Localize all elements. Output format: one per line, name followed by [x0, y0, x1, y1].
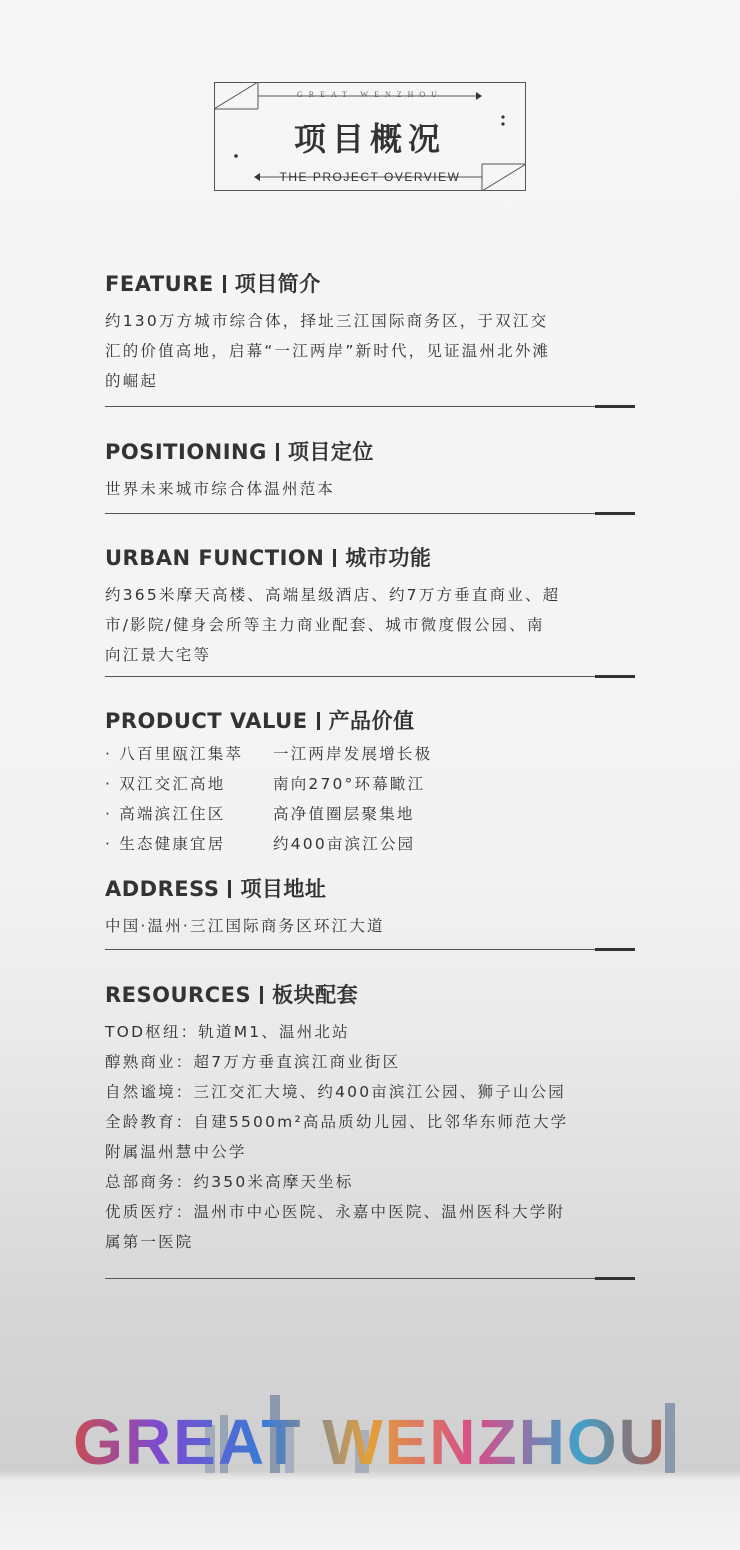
- body-line: 市/影院/健身会所等主力商业配套、城市微度假公园、南: [105, 616, 545, 634]
- body-line: 约130万方城市综合体，择址三江国际商务区，于双江交: [105, 312, 549, 330]
- section-divider: [105, 676, 635, 677]
- section-body: [105, 580, 635, 670]
- section-title: [105, 268, 635, 298]
- item-label: · 八百里瓯江集萃: [105, 745, 244, 763]
- body-line: 附属温州慧中公学: [105, 1143, 247, 1161]
- body-line: 汇的价值高地，启幕“一江两岸”新时代，见证温州北外滩: [105, 342, 551, 360]
- item-value: 一江两岸发展增长极: [273, 745, 433, 763]
- section-divider: [105, 513, 635, 514]
- section-resources: [105, 979, 635, 1257]
- item-label: · 双江交汇高地: [105, 775, 226, 793]
- item-value: 约400亩滨江公园: [273, 835, 416, 853]
- section-body: [105, 739, 635, 859]
- section-body: [105, 1017, 635, 1257]
- section-positioning: [105, 436, 635, 504]
- body-line: 的崛起: [105, 372, 159, 390]
- title-divider: [333, 549, 336, 567]
- section-body: [105, 911, 635, 941]
- body-line: TOD枢纽：轨道M1、温州北站: [105, 1023, 350, 1041]
- section-body: [105, 306, 635, 396]
- title-divider: [276, 443, 279, 461]
- body-line: 向江景大宅等: [105, 646, 212, 664]
- section-title-cn: 板块配套: [272, 983, 359, 1007]
- section-title-cn: 产品价值: [328, 709, 415, 733]
- section-title: [105, 873, 635, 903]
- title-divider: [260, 986, 263, 1004]
- body-line: 醇熟商业：超7万方垂直滨江商业街区: [105, 1053, 401, 1071]
- section-title-cn: 项目简介: [234, 272, 321, 296]
- section-title-en: PRODUCT VALUE: [105, 709, 308, 733]
- body-line: 约365米摩天高楼、高端星级酒店、约7万方垂直商业、超: [105, 586, 561, 604]
- section-title: [105, 436, 635, 466]
- item-label: · 生态健康宜居: [105, 835, 226, 853]
- list-item: [105, 739, 635, 769]
- header-box: [214, 82, 526, 191]
- title-divider: [317, 712, 320, 730]
- body-line: 全龄教育：自建5500m²高品质幼儿园、比邻华东师范大学: [105, 1113, 569, 1131]
- page-title: 项目概况: [293, 120, 446, 158]
- section-body: [105, 474, 635, 504]
- item-value: 高净值圈层聚集地: [273, 805, 415, 823]
- section-title: [105, 705, 635, 735]
- section-title-cn: 项目地址: [240, 877, 327, 901]
- footer-wordmark: GREAT WENZHOU: [55, 1405, 685, 1479]
- section-divider: [105, 949, 635, 950]
- list-item: [105, 769, 635, 799]
- section-address: [105, 873, 635, 941]
- title-divider: [228, 880, 231, 898]
- body-line: 自然谧境：三江交汇大境、约400亩滨江公园、狮子山公园: [105, 1083, 566, 1101]
- title-divider: [223, 275, 226, 293]
- body-line: 世界未来城市综合体温州范本: [105, 480, 336, 498]
- header-brand-text: GREAT WENZHOU: [297, 90, 443, 99]
- section-title-cn: 项目定位: [287, 440, 374, 464]
- section-title-en: URBAN FUNCTION: [105, 546, 325, 570]
- section-title-en: RESOURCES: [105, 983, 252, 1007]
- body-line: 总部商务：约350米高摩天坐标: [105, 1173, 354, 1191]
- section-product-value: [105, 705, 635, 859]
- section-title-en: POSITIONING: [105, 440, 267, 464]
- section-title: [105, 979, 635, 1009]
- section-title-en: ADDRESS: [105, 877, 220, 901]
- body-line: 优质医疗：温州市中心医院、永嘉中医院、温州医科大学附: [105, 1203, 566, 1221]
- body-line: 属第一医院: [105, 1233, 194, 1251]
- section-title: [105, 542, 635, 572]
- section-divider: [105, 1278, 635, 1279]
- item-label: · 高端滨江住区: [105, 805, 226, 823]
- section-divider: [105, 406, 635, 407]
- section-title-cn: 城市功能: [345, 546, 432, 570]
- list-item: [105, 799, 635, 829]
- item-value: 南向270°环幕瞰江: [273, 775, 426, 793]
- section-urban-function: [105, 542, 635, 670]
- section-feature: [105, 268, 635, 396]
- section-title-en: FEATURE: [105, 272, 214, 296]
- body-line: 中国·温州·三江国际商务区环江大道: [105, 917, 385, 935]
- list-item: [105, 829, 635, 859]
- page-subtitle: THE PROJECT OVERVIEW: [279, 170, 461, 184]
- footer-wordmark-graphic: [55, 1395, 685, 1478]
